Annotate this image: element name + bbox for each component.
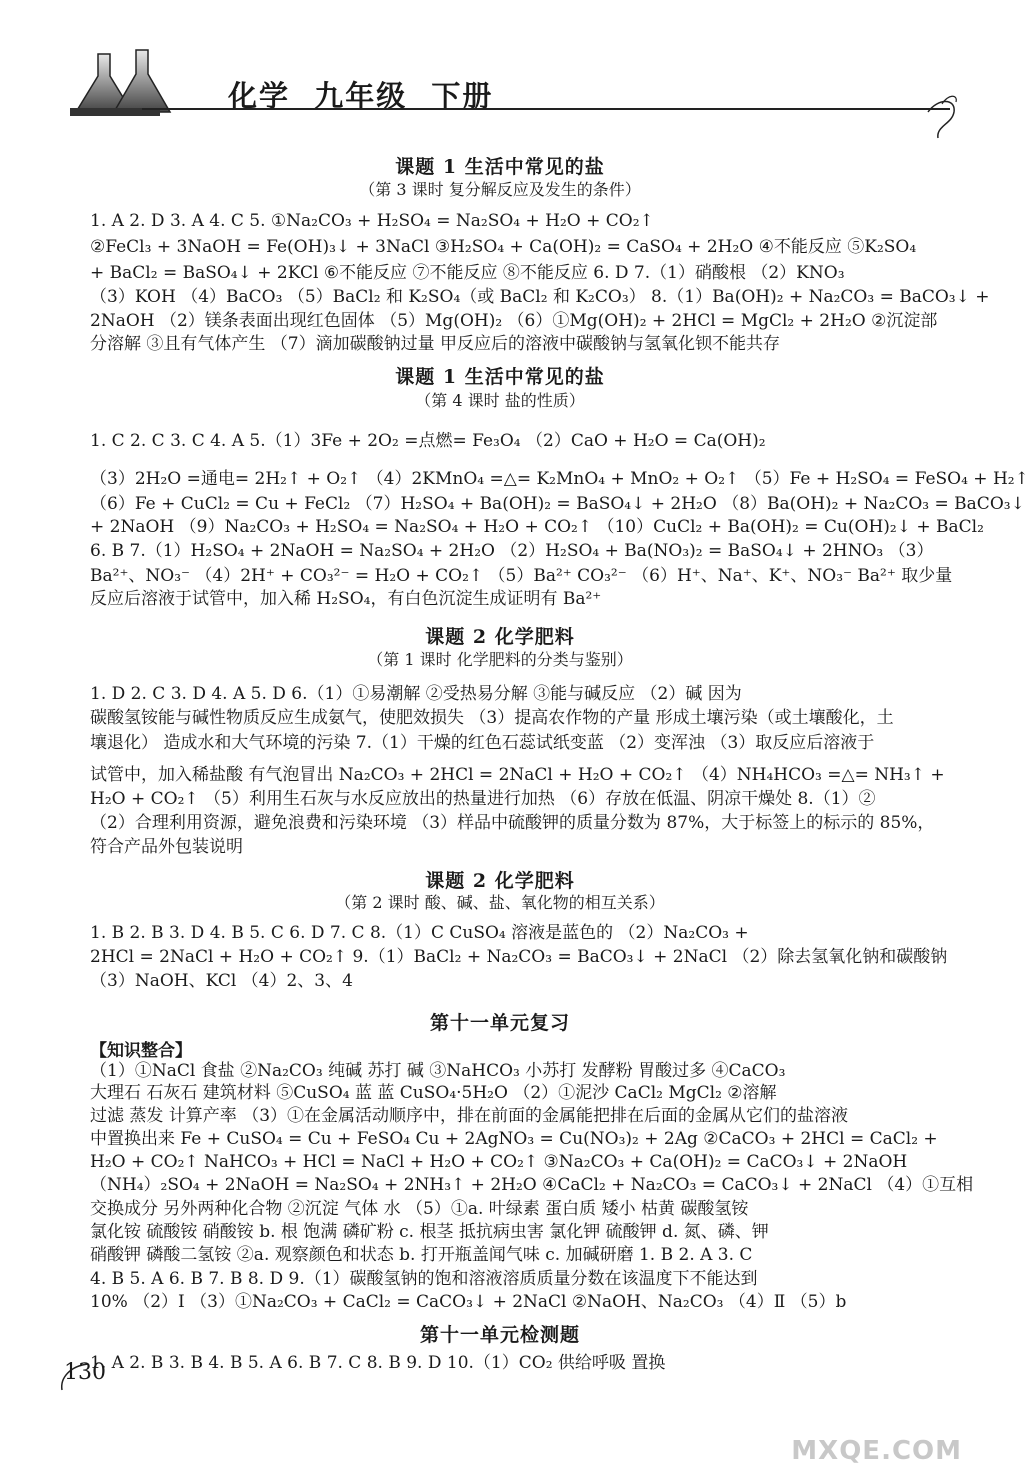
answer-line: （6）Fe + CuCl₂ = Cu + FeCl₂ （7）H₂SO₄ + Ba(OH)₂ = BaSO₄↓ + 2H₂O （8）Ba(OH)₂ + Na₂CO₃ = BaCO₃↓	[90, 494, 1025, 514]
answer-line: + 2NaOH （9）Na₂CO₃ + H₂SO₄ = Na₂SO₄ + H₂O + CO₂↑ （10）CuCl₂ + Ba(OH)₂ = Cu(OH)₂↓ + BaCl₂	[90, 517, 984, 537]
answer-line: 交换成分 另外两种化合物 ②沉淀 气体 水 （5）①a. 叶绿素 蛋白质 矮小 枯黄 碳酸氢铵	[90, 1199, 749, 1219]
answer-line: 6. B 7.（1）H₂SO₄ + 2NaOH = Na₂SO₄ + 2H₂O （2）H₂SO₄ + Ba(NO₃)₂ = BaSO₄↓ + 2HNO₃ （3）	[90, 541, 934, 561]
section-title: 课题 2 化学肥料	[425, 870, 575, 892]
answer-line: （3）NaOH、KCl （4）2、3、4	[90, 971, 353, 991]
answer-line: 1. C 2. C 3. C 4. A 5.（1）3Fe + 2O₂ =点燃= Fe₃O₄ （2）CaO + H₂O = Ca(OH)₂	[90, 431, 766, 451]
answer-line: 1. D 2. C 3. D 4. A 5. D 6.（1）①易潮解 ②受热易分解 ③能与碱反应 （2）碱 因为	[90, 684, 742, 704]
leaf-swirl-icon	[922, 90, 962, 140]
section-title: 课题 1 生活中常见的盐	[395, 366, 605, 388]
page-header	[60, 38, 960, 158]
page-title: 化学 九年级 下册	[228, 79, 494, 113]
watermark	[784, 1400, 970, 1470]
answer-line: 大理石 石灰石 建筑材料 ⑤CuSO₄ 蓝 蓝 CuSO₄·5H₂O （2）①泥沙 CaCl₂ MgCl₂ ②溶解	[90, 1083, 777, 1103]
answer-line: 1. B 2. B 3. D 4. B 5. C 6. D 7. C 8.（1）C CuSO₄ 溶液是蓝色的 （2）Na₂CO₃ +	[90, 923, 749, 943]
answer-line: 符合产品外包装说明	[90, 837, 243, 857]
answer-line: 2NaOH （2）镁条表面出现红色固体 （5）Mg(OH)₂ （6）①Mg(OH)₂ + 2HCl = MgCl₂ + 2H₂O ②沉淀部	[90, 311, 938, 331]
knowledge-tag: 【知识整合】	[90, 1041, 192, 1061]
answer-line: H₂O + CO₂↑ NaHCO₃ + HCl = NaCl + H₂O + CO₂↑ ③Na₂CO₃ + Ca(OH)₂ = CaCO₃↓ + 2NaOH	[90, 1152, 908, 1172]
answer-line: 10% （2）Ⅰ （3）①Na₂CO₃ + CaCl₂ = CaCO₃↓ + 2NaCl ②NaOH、Na₂CO₃ （4）Ⅱ （5）b	[90, 1292, 847, 1312]
answer-line: + BaCl₂ = BaSO₄↓ + 2KCl ⑥不能反应 ⑦不能反应 ⑧不能反应 6. D 7.（1）硝酸根 （2）KNO₃	[90, 263, 845, 283]
answer-line: 试管中，加入稀盐酸 有气泡冒出 Na₂CO₃ + 2HCl = 2NaCl + H₂O + CO₂↑ （4）NH₄HCO₃ =△= NH₃↑ +	[90, 765, 945, 785]
answer-line: 2HCl = 2NaCl + H₂O + CO₂↑ 9.（1）BaCl₂ + Na₂CO₃ = BaCO₃↓ + 2NaCl （2）除去氢氧化钠和碳酸钠	[90, 947, 948, 967]
page-number: 130	[64, 1360, 106, 1385]
section-title: 课题 2 化学肥料	[425, 626, 575, 648]
header-rule	[142, 108, 950, 110]
answer-line: 4. B 5. A 6. B 7. B 8. D 9.（1）碳酸氢钠的饱和溶液溶质质量分数在该温度下不能达到	[90, 1269, 758, 1289]
watermark-text: MXQE.COM	[791, 1436, 962, 1466]
section-subtitle: （第 1 课时 化学肥料的分类与鉴别）	[367, 650, 633, 669]
answer-line: （2）合理利用资源，避免浪费和污染环境 （3）样品中硫酸钾的质量分数为 87%，大于标签上的标示的 85%，	[90, 813, 935, 833]
answer-line: （NH₄）₂SO₄ + 2NaOH = Na₂SO₄ + 2NH₃↑ + 2H₂O ④CaCl₂ + Na₂CO₃ = CaCO₃↓ + 2NaCl （4）①互相	[90, 1175, 974, 1195]
section-subtitle: （第 2 课时 酸、碱、盐、氧化物的相互关系）	[335, 893, 665, 912]
answer-line: 硝酸钾 磷酸二氢铵 ②a. 观察颜色和状态 b. 打开瓶盖闻气味 c. 加碱研磨 1. B 2. A 3. C	[90, 1245, 753, 1265]
answer-line: （1）①NaCl 食盐 ②Na₂CO₃ 纯碱 苏打 碱 ③NaHCO₃ 小苏打 发酵粉 胃酸过多 ④CaCO₃	[90, 1061, 786, 1081]
answer-line: 中置换出来 Fe + CuSO₄ = Cu + FeSO₄ Cu + 2AgNO₃ = Cu(NO₃)₂ + 2Ag ②CaCO₃ + 2HCl = CaCl₂ +	[90, 1129, 938, 1149]
section-subtitle: （第 3 课时 复分解反应及发生的条件）	[359, 180, 641, 199]
answer-line: 氯化铵 硫酸铵 硝酸铵 b. 根 饱满 磷矿粉 c. 根茎 抵抗病虫害 氯化钾 硫酸钾 d. 氮、磷、钾	[90, 1222, 769, 1242]
answer-line: 反应后溶液于试管中，加入稀 H₂SO₄，有白色沉淀生成证明有 Ba²⁺	[90, 589, 602, 609]
answer-line: 1. A 2. B 3. B 4. B 5. A 6. B 7. C 8. B 9. D 10.（1）CO₂ 供给呼吸 置换	[90, 1353, 666, 1373]
answer-line: 过滤 蒸发 计算产率 （3）①在金属活动顺序中，排在前面的金属能把排在后面的金属从它们的盐溶液	[90, 1106, 849, 1126]
section-title: 第十一单元检测题	[419, 1324, 580, 1346]
answer-line: ②FeCl₃ + 3NaOH = Fe(OH)₃↓ + 3NaCl ③H₂SO₄ + Ca(OH)₂ = CaSO₄ + 2H₂O ④不能反应 ⑤K₂SO₄	[90, 237, 917, 257]
answer-line: 1. A 2. D 3. A 4. C 5. ①Na₂CO₃ + H₂SO₄ = Na₂SO₄ + H₂O + CO₂↑	[90, 211, 654, 231]
answer-line: 碳酸氢铵能与碱性物质反应生成氨气，使肥效损失 （3）提高农作物的产量 形成土壤污染（或土壤酸化，土	[90, 708, 894, 728]
answer-line: （3）KOH （4）BaCO₃ （5）BaCl₂ 和 K₂SO₄（或 BaCl₂ 和 K₂CO₃） 8.（1）Ba(OH)₂ + Na₂CO₃ = BaCO₃↓ +	[90, 287, 990, 307]
section-title: 课题 1 生活中常见的盐	[395, 156, 605, 178]
answer-line: 壤退化） 造成水和大气环境的污染 7.（1）干燥的红色石蕊试纸变蓝 （2）变浑浊 （3）取反应后溶液于	[90, 733, 875, 753]
answer-line: 分溶解 ③且有气体产生 （7）滴加碳酸钠过量 甲反应后的溶液中碳酸钠与氢氧化钡不能共存	[90, 334, 781, 354]
section-title: 第十一单元复习	[429, 1012, 570, 1034]
answer-line: Ba²⁺、NO₃⁻ （4）2H⁺ + CO₃²⁻ = H₂O + CO₂↑ （5）Ba²⁺ CO₃²⁻ （6）H⁺、Na⁺、K⁺、NO₃⁻ Ba²⁺ 取少量	[90, 566, 953, 586]
answer-line: H₂O + CO₂↑ （5）利用生石灰与水反应放出的热量进行加热 （6）存放在低温、阴凉干燥处 8.（1）②	[90, 789, 876, 809]
section-subtitle: （第 4 课时 盐的性质）	[415, 391, 585, 410]
answer-line: （3）2H₂O =通电= 2H₂↑ + O₂↑ （4）2KMnO₄ =△= K₂MnO₄ + MnO₂ + O₂↑ （5）Fe + H₂SO₄ = FeSO₄ + H₂↑	[90, 469, 1029, 489]
